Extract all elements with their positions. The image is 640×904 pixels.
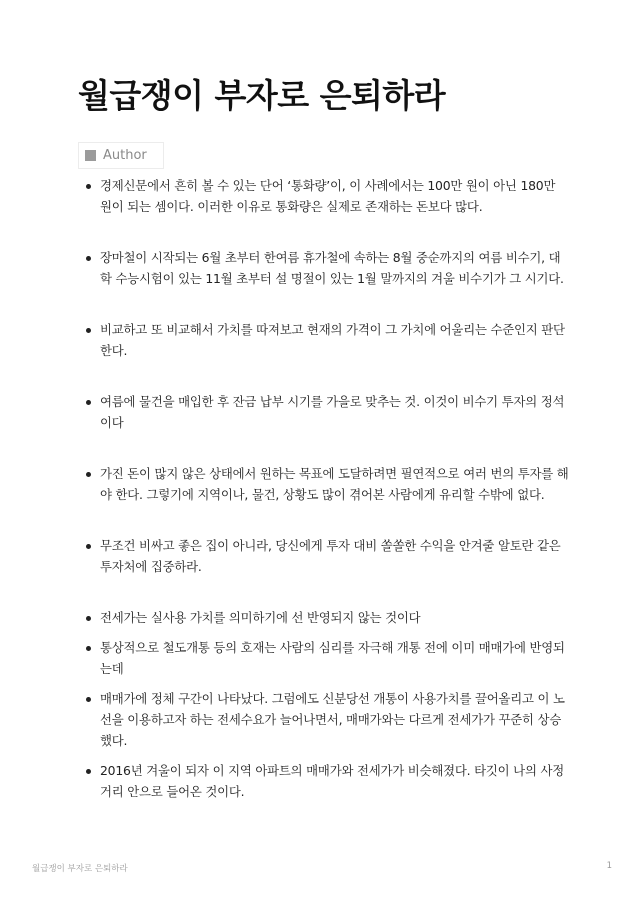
page-title: 월급쟁이 부자로 은퇴하라 — [78, 76, 446, 115]
author-property-label: Author — [103, 148, 147, 163]
list-item: 여름에 물건을 매입한 후 잔금 납부 시기를 가을로 맞추는 것. 이것이 비수기 투자의 정석이다 — [78, 391, 570, 433]
list-item: 통상적으로 철도개통 등의 호재는 사람의 심리를 자극해 개통 전에 이미 매매가에 반영되는데 — [78, 637, 570, 679]
page-number: 1 — [606, 861, 612, 871]
list-item: 2016년 겨울이 되자 이 지역 아파트의 매매가와 전세가가 비슷해졌다. 타깃이 나의 사정거리 안으로 들어온 것이다. — [78, 760, 570, 802]
list-item: 가진 돈이 많지 않은 상태에서 원하는 목표에 도달하려면 필연적으로 여러 번의 투자를 해야 한다. 그렇기에 지역이나, 물건, 상황도 많이 겪어본 사람에게 유리할 수밖에 없다. — [78, 463, 570, 505]
list-item: 경제신문에서 흔히 볼 수 있는 단어 ‘통화량’이, 이 사례에서는 100만 원이 아닌 180만 원이 되는 셈이다. 이러한 이유로 통화량은 실제로 존재하는 돈보다 많다. — [78, 175, 570, 217]
list-item: 무조건 비싸고 좋은 집이 아니라, 당신에게 투자 대비 쏠쏠한 수익을 안겨줄 알토란 같은 투자처에 집중하라. — [78, 535, 570, 577]
author-property[interactable] — [78, 142, 164, 169]
list-item: 매매가에 정체 구간이 나타났다. 그럼에도 신분당선 개통이 사용가치를 끌어올리고 이 노선을 이용하고자 하는 전세수요가 늘어나면서, 매매가와는 다르게 전세가가 꾸준히 상승했다. — [78, 688, 570, 751]
list-item: 전세가는 실사용 가치를 의미하기에 선 반영되지 않는 것이다 — [78, 607, 570, 628]
list-item: 장마철이 시작되는 6월 초부터 한여름 휴가철에 속하는 8월 중순까지의 여름 비수기, 대학 수능시험이 있는 11월 초부터 설 명절이 있는 1월 말까지의 겨울 비수기가 그 시기다. — [78, 247, 570, 289]
bullet-list — [78, 173, 570, 802]
property-square-icon — [85, 150, 96, 161]
footer-title: 월급쟁이 부자로 은퇴하라 — [32, 864, 128, 874]
list-item: 비교하고 또 비교해서 가치를 따져보고 현재의 가격이 그 가치에 어울리는 수준인지 판단한다. — [78, 319, 570, 361]
